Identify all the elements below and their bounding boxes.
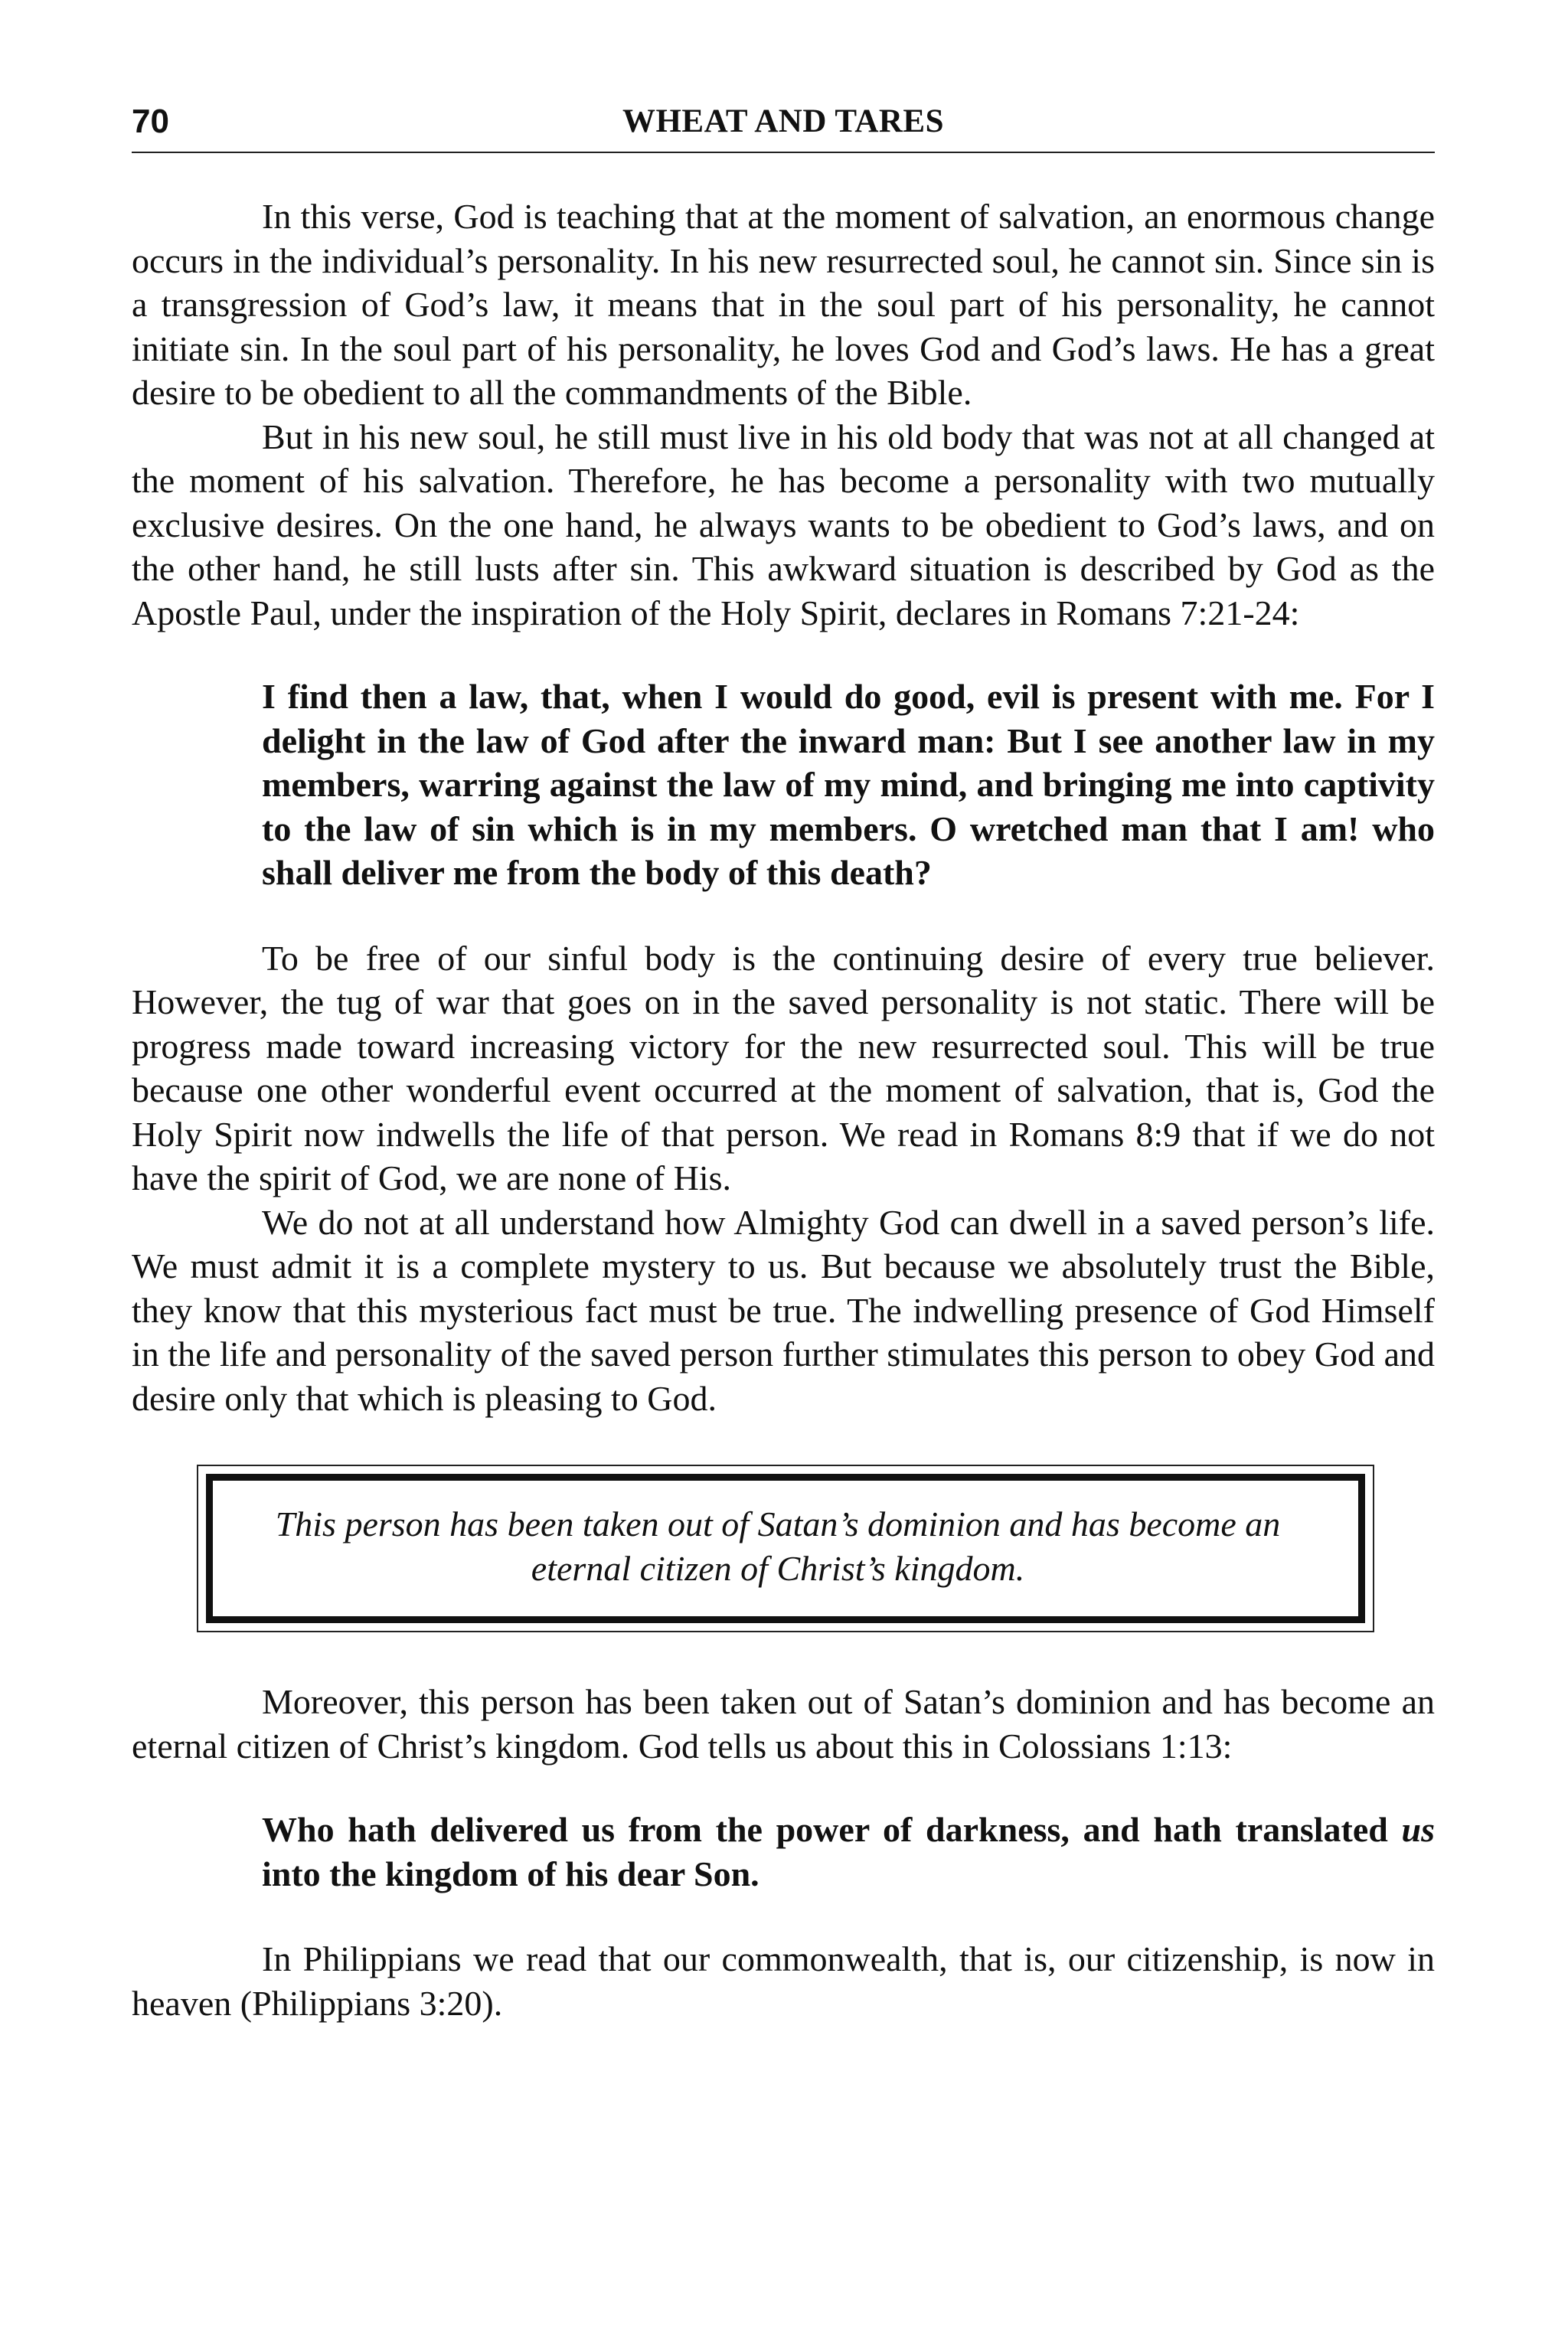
scripture-quote-colossians (262, 1808, 1435, 1896)
scripture-quote-romans-7: I find then a law, that, when I would do good, evil is present with me. For I delight in the law of God after the inward man: But I see another law in my members, warring against the law of my mind, and bringing me into captivity to the law of sin which is in my members. O wretched man that I am! who shall deliver me from the body of this death? (262, 677, 1435, 892)
quote-2-start: Who hath delivered us from the power of darkness, and hath translated (262, 1810, 1402, 1849)
quote-2-italic-word: us (1401, 1810, 1435, 1849)
pull-quote-box (197, 1465, 1374, 1632)
page-body (132, 194, 1435, 2025)
book-title: WHEAT AND TARES (622, 103, 945, 139)
paragraph-5: Moreover, this person has been taken out of Satan’s dominion and has become an eternal citizen of Christ’s kingdom. God tells us about this in Colossians 1:13: (132, 1682, 1435, 1766)
running-header (132, 98, 1435, 153)
paragraph-1: In this verse, God is teaching that at the moment of salvation, an enormous change occurs in the individual’s personality. In his new resurrected soul, he cannot sin. Since sin is a transgression of God’s law, it means that in the soul part of his personality, he cannot initiate sin. In the soul part of his personality, he loves God and God’s laws. He has a great desire to be obedient to all the commandments of the Bible. (132, 197, 1435, 412)
page-number: 70 (132, 103, 169, 140)
paragraph-2: But in his new soul, he still must live in his old body that was not at all changed at the moment of his salvation. Therefore, he has become a personality with two mutually exclusive desires. On the one hand, he always wants to be obedient to God’s laws, and on the other hand, he still lusts after sin. This awkward situation is described by God as the Apostle Paul, under the inspiration of the Holy Spirit, declares in Romans 7:21-24: (132, 416, 1435, 632)
paragraph-3: To be free of our sinful body is the continuing desire of every true believer. However, the tug of war that goes on in the saved personality is not static. There will be progress made toward increasing victory for the new resurrected soul. This will be true because one other wonderful event occurred at the moment of salvation, that is, God the Holy Spirit now indwells the life of that person. We read in Romans 8:9 that if we do not have the spirit of God, we are none of His. (132, 938, 1435, 1197)
paragraph-6: In Philippians we read that our commonwealth, that is, our citizenship, is now in heaven (Philippians 3:20). (132, 1939, 1435, 2023)
pull-quote-text: This person has been taken out of Satan’s dominion and has become an eternal citizen of Christ’s kingdom. (206, 1474, 1365, 1623)
paragraph-4: We do not at all understand how Almighty God can dwell in a saved person’s life. We must admit it is a complete mystery to us. But because we absolutely trust the Bible, they know that this mysterious fact must be true. The indwelling presence of God Himself in the life and personality of the saved person further stimulates this person to obey God and desire only that which is pleasing to God. (132, 1202, 1435, 1418)
quote-2-end: into the kingdom of his dear Son. (262, 1854, 760, 1893)
